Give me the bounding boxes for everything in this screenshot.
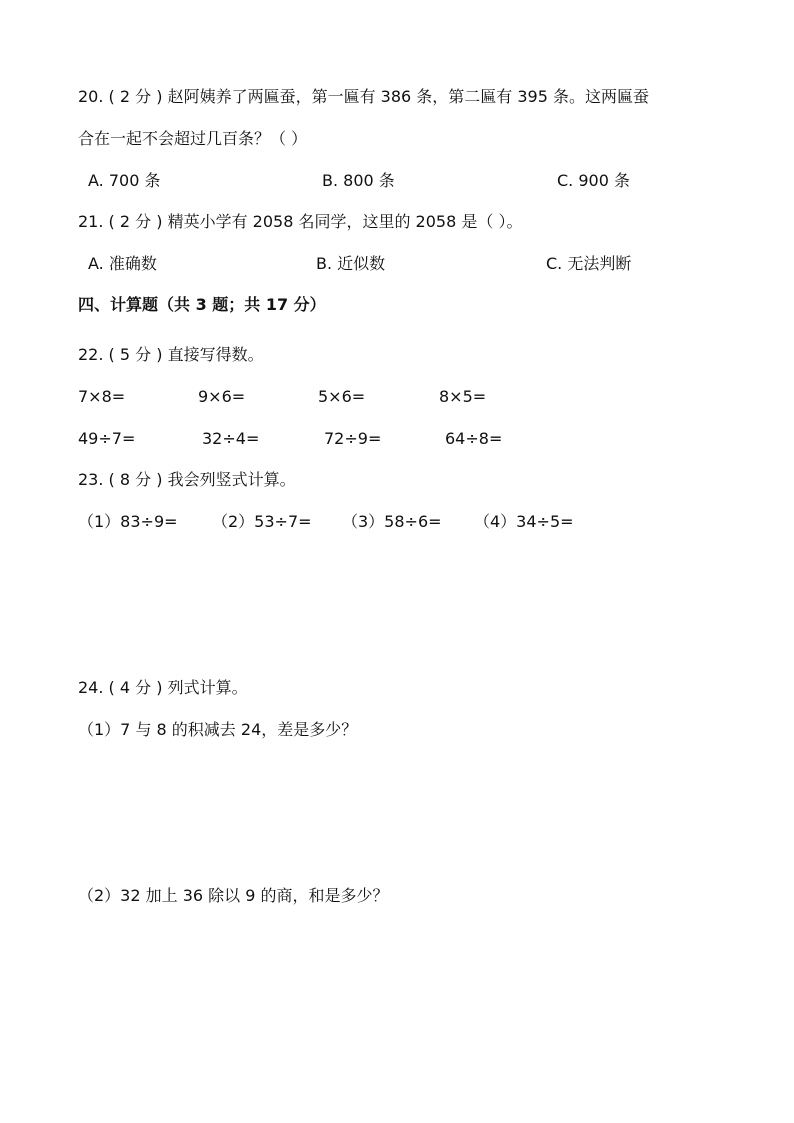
q22-row1-item2: 9×6=	[198, 387, 246, 406]
q22-row1-item4: 8×5=	[439, 387, 487, 406]
q21-number: 21.	[78, 212, 104, 231]
q20-stem-line2: 合在一起不会超过几百条？（ ）	[78, 129, 308, 148]
q20-stem-line1	[78, 86, 649, 108]
q24-sub1: （1）7 与 8 的积减去 24，差是多少？	[78, 720, 358, 739]
q23-text: 我会列竖式计算。	[167, 470, 296, 489]
q24-number: 24.	[78, 678, 104, 697]
q20-points: ( 2 分 )	[108, 87, 163, 106]
section4-title: 四、计算题（共 3 题；共 17 分）	[78, 295, 326, 314]
q21-stem	[78, 211, 522, 233]
q21-points: ( 2 分 )	[108, 212, 163, 231]
q23-answer-space	[78, 540, 718, 670]
q23-item2: （2）53÷7=	[212, 512, 312, 531]
q24-points: ( 4 分 )	[108, 678, 163, 697]
q23-item4: （4）34÷5=	[474, 512, 574, 531]
q22-row1-item1: 7×8=	[78, 387, 126, 406]
q21-option-c: C. 无法判断	[546, 254, 632, 273]
q22-number: 22.	[78, 345, 104, 364]
q24-sub1-answer-space	[78, 748, 718, 878]
q22-text: 直接写得数。	[167, 345, 264, 364]
q24-stem	[78, 677, 248, 699]
q22-row2-item4: 64÷8=	[445, 429, 503, 448]
q22-row2-item3: 72÷9=	[324, 429, 382, 448]
q22-row2-item2: 32÷4=	[202, 429, 260, 448]
q23-number: 23.	[78, 470, 104, 489]
q22-stem	[78, 344, 264, 366]
q22-row2-item1: 49÷7=	[78, 429, 136, 448]
q21-text: 精英小学有 2058 名同学，这里的 2058 是（ ）。	[167, 212, 523, 231]
q21-option-b: B. 近似数	[316, 254, 386, 273]
q20-option-a: A. 700 条	[88, 171, 161, 190]
q24-sub2-answer-space	[78, 914, 718, 1094]
q24-text: 列式计算。	[167, 678, 248, 697]
q20-option-b: B. 800 条	[322, 171, 395, 190]
q20-text-line1: 赵阿姨养了两匾蚕，第一匾有 386 条，第二匾有 395 条。这两匾蚕	[167, 87, 650, 106]
q24-sub2: （2）32 加上 36 除以 9 的商，和是多少？	[78, 886, 389, 905]
q21-option-a: A. 准确数	[88, 254, 157, 273]
q23-points: ( 8 分 )	[108, 470, 163, 489]
q20-option-c: C. 900 条	[557, 171, 630, 190]
q23-item1: （1）83÷9=	[78, 512, 178, 531]
q22-row1-item3: 5×6=	[318, 387, 366, 406]
q20-number: 20.	[78, 87, 104, 106]
q23-stem	[78, 469, 296, 491]
q22-points: ( 5 分 )	[108, 345, 163, 364]
q23-item3: （3）58÷6=	[342, 512, 442, 531]
